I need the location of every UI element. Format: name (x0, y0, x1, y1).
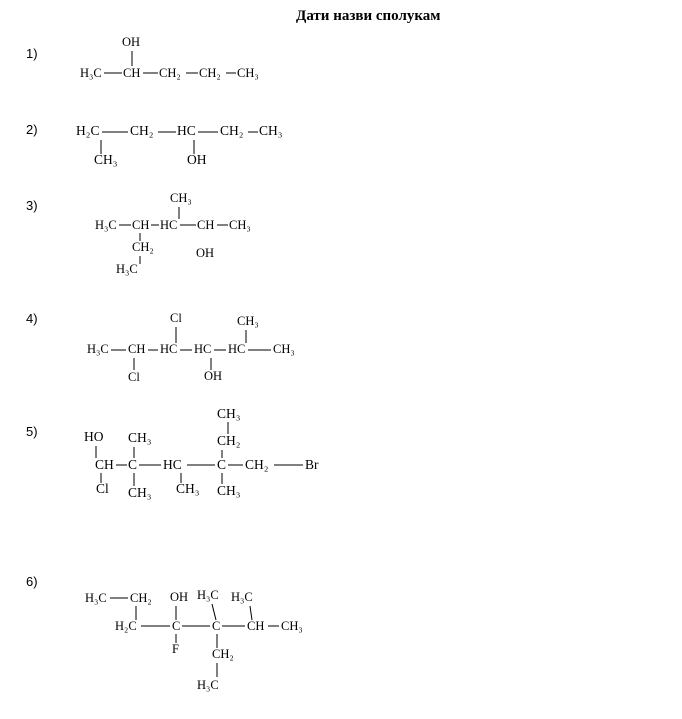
m6-ch: CH (247, 618, 265, 633)
item-number-6: 6) (26, 574, 38, 589)
m4-ch3: CH₃ (273, 341, 295, 356)
item-number-1: 1) (26, 46, 38, 61)
m6-ch2a: CH₂ (130, 590, 152, 605)
m6-h2c: H₂C (115, 618, 137, 633)
m4-oh: OH (204, 368, 223, 383)
m3-h3cbot: H₃C (116, 261, 138, 276)
m6-f: F (172, 641, 179, 656)
m2-ch2b: CH₂ (220, 123, 244, 139)
m6-h3c4: H₃C (197, 677, 219, 692)
m4-ch3top: CH₃ (237, 313, 259, 328)
m4-hc1: HC (160, 341, 178, 356)
m5-ch2up: CH₂ (217, 433, 241, 449)
m6-c1: C (172, 618, 181, 633)
page-title: Дати назви сполукам (296, 8, 441, 24)
m5-br: Br (305, 457, 319, 473)
m4-ch: CH (128, 341, 146, 356)
m2-oh: OH (187, 152, 207, 168)
m4-cl2: Cl (128, 369, 140, 384)
m1-h3c: H₃C (80, 65, 102, 80)
m5-ch3top: CH₃ (217, 406, 241, 422)
m3-ch3top: CH₃ (170, 190, 192, 205)
m6-c2: C (212, 618, 221, 633)
m3-ch: CH (132, 217, 150, 232)
m5-hc: HC (163, 457, 182, 473)
m4-hc2: HC (194, 341, 212, 356)
m1-ch2a: CH₂ (159, 65, 181, 80)
m6-h3c1: H₃C (85, 590, 107, 605)
item-number-4: 4) (26, 311, 38, 326)
m1-oh: OH (122, 34, 141, 49)
m3-hc: HC (160, 217, 178, 232)
m3-ch2: CH (197, 217, 215, 232)
m3-ch3: CH₃ (229, 217, 251, 232)
m3-h3c: H₃C (95, 217, 117, 232)
m6-ch2b: CH₂ (212, 646, 234, 661)
m5-c2: C (217, 457, 227, 473)
m5-ch3d: CH₃ (217, 483, 241, 499)
m6-oh: OH (170, 589, 189, 604)
m1-ch2b: CH₂ (199, 65, 221, 80)
m4-h3c: H₃C (87, 341, 109, 356)
m3-oh: OH (196, 245, 215, 260)
item-number-2: 2) (26, 122, 38, 137)
m6-h3c3: H₃C (231, 589, 253, 604)
m5-ho: HO (84, 429, 104, 445)
m5-ch3a: CH₃ (128, 430, 152, 446)
item-number-5: 5) (26, 424, 38, 439)
m5-ch3c: CH₃ (176, 481, 200, 497)
m3-ch2sub: CH₂ (132, 239, 154, 254)
item-number-3: 3) (26, 198, 38, 213)
m6-h3c2: H₃C (197, 587, 219, 602)
m4-hc3: HC (228, 341, 246, 356)
m5-ch2: CH₂ (245, 457, 269, 473)
m2-ch3b: CH₃ (94, 152, 118, 168)
m5-ch3b: CH₃ (128, 485, 152, 501)
m6-ch3: CH₃ (281, 618, 303, 633)
m1-ch: CH (123, 65, 141, 80)
m2-hc: HC (177, 123, 196, 139)
m1-ch3: CH₃ (237, 65, 259, 80)
m5-cl: Cl (96, 481, 109, 497)
m2-ch2a: CH₂ (130, 123, 154, 139)
m5-ch: CH (95, 457, 114, 473)
m4-cl1: Cl (170, 310, 182, 325)
m6-bond-h3c2 (212, 604, 216, 620)
m2-h2c: H₂C (76, 123, 100, 139)
m2-ch3a: CH₃ (259, 123, 283, 139)
m5-c1: C (128, 457, 138, 473)
